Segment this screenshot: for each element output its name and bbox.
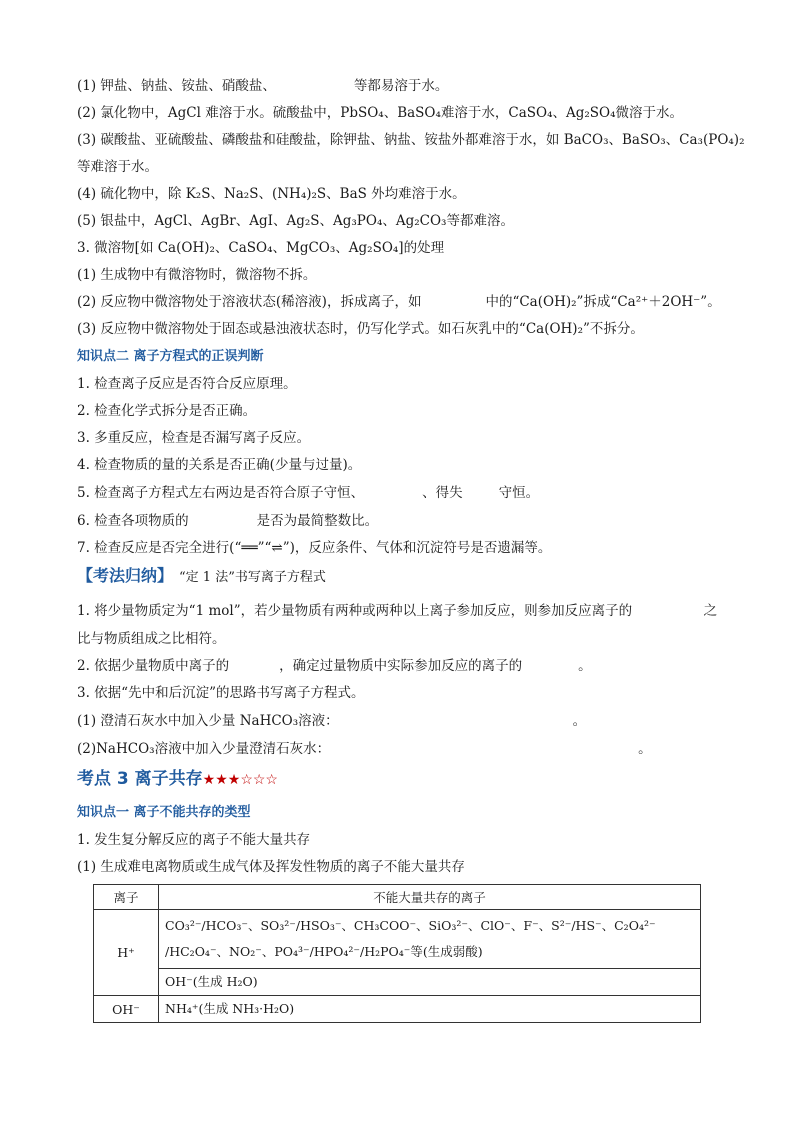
- section-heading-1: 知识点一 离子不能共存的类型: [77, 805, 251, 820]
- text: 。: [578, 658, 592, 674]
- text: 等都易溶于水。: [353, 78, 449, 94]
- ion-coexistence-table: [93, 884, 701, 1023]
- section-heading-2: 知识点二 离子方程式的正误判断: [77, 349, 264, 364]
- desc-cell: OH⁻(生成 H₂O): [159, 969, 701, 996]
- table-header-row: [94, 885, 701, 910]
- line-reactant-solid: (3) 反应物中微溶物处于固态或悬浊液状态时，仍写化学式。如石灰乳中的“Ca(OH)₂”不拆分。: [77, 321, 644, 337]
- text: 。: [638, 741, 652, 757]
- desc-line: /HC₂O₄⁻、NO₂⁻、PO₄³⁻/HPO₄²⁻/H₂PO₄⁻等(生成弱酸): [165, 944, 483, 959]
- method-summary-heading: [77, 567, 326, 587]
- coexist-1-sub: (1) 生成难电离物质或生成气体及挥发性物质的离子不能大量共存: [77, 859, 465, 875]
- line-slightly-soluble-heading: 3. 微溶物[如 Ca(OH)₂、CaSO₄、MgCO₃、Ag₂SO₄]的处理: [77, 240, 445, 256]
- line-carbonates: (3) 碳酸盐、亚硫酸盐、磷酸盐和硅酸盐，除钾盐、钠盐、铵盐外都难溶于水，如 BaCO₃、BaSO₃、Ca₃(PO₄)₂: [77, 132, 745, 148]
- check-1: 1. 检查离子反应是否符合反应原理。: [77, 376, 297, 392]
- table-row: [94, 910, 701, 969]
- check-5: [77, 484, 539, 502]
- text: 、得失: [422, 485, 463, 501]
- line-carbonates-cont: 等难溶于水。: [77, 159, 158, 175]
- text: (1) 钾盐、钠盐、铵盐、硝酸盐、: [77, 78, 276, 94]
- line-product: (1) 生成物中有微溶物时，微溶物不拆。: [77, 267, 317, 283]
- line-reactant-solution: [77, 293, 721, 311]
- table-row: [94, 969, 701, 996]
- text: 6. 检查各项物质的: [77, 513, 189, 529]
- check-4: 4. 检查物质的量的关系是否正确(少量与过量)。: [77, 457, 362, 473]
- text: 中的“Ca(OH)₂”拆成“Ca²⁺＋2OH⁻”。: [485, 294, 721, 310]
- text: 之: [703, 603, 717, 619]
- method-2: [77, 657, 592, 675]
- kaodian-title: 考点 3 离子共存: [77, 769, 203, 789]
- coexist-1: 1. 发生复分解反应的离子不能大量共存: [77, 832, 311, 848]
- header-desc: 不能大量共存的离子: [159, 885, 701, 910]
- text: 守恒。: [498, 485, 540, 501]
- text: 。: [572, 713, 587, 729]
- desc-line: CO₃²⁻/HCO₃⁻、SO₃²⁻/HSO₃⁻、CH₃COO⁻、SiO₃²⁻、ClO⁻、F⁻、S²⁻/HS⁻、C₂O₄²⁻: [165, 918, 656, 933]
- difficulty-stars: ★★★☆☆☆: [202, 772, 278, 788]
- text: 2. 依据少量物质中离子的: [77, 658, 230, 674]
- example-1: [77, 712, 586, 730]
- text: (2) 反应物中微溶物处于溶液状态(稀溶液)，拆成离子，如: [77, 294, 422, 310]
- method-3: 3. 依据“先中和后沉淀”的思路书写离子方程式。: [77, 685, 365, 701]
- kaodian-3-heading: [77, 770, 278, 789]
- example-2: [77, 740, 652, 758]
- desc-cell: [159, 910, 701, 969]
- text: 1. 将少量物质定为“1 mol”，若少量物质有两种或两种以上离子参加反应，则参加反应离子的: [77, 603, 633, 619]
- line-silver-salts: (5) 银盐中，AgCl、AgBr、AgI、Ag₂S、Ag₃PO₄、Ag₂CO₃等都难溶。: [77, 213, 514, 229]
- ion-cell: H⁺: [94, 910, 159, 996]
- text: 是否为最简整数比。: [256, 513, 379, 529]
- line-soluble-salts: [77, 77, 448, 95]
- table-row: [94, 996, 701, 1023]
- text: (1) 澄清石灰水中加入少量 NaHCO₃溶液：: [77, 713, 339, 729]
- text: 5. 检查离子方程式左右两边是否符合原子守恒、: [77, 485, 365, 501]
- text: (2)NaHCO₃溶液中加入少量澄清石灰水：: [77, 741, 331, 757]
- method-1-cont: 比与物质组成之比相符。: [77, 631, 226, 647]
- check-2: 2. 检查化学式拆分是否正确。: [77, 403, 257, 419]
- method-1: [77, 602, 717, 620]
- check-7: 7. 检查反应是否完全进行(“══”“⇌”)，反应条件、气体和沉淀符号是否遗漏等。: [77, 540, 552, 556]
- text: ，确定过量物质中实际参加反应的离子的: [279, 658, 523, 674]
- desc-cell: NH₄⁺(生成 NH₃·H₂O): [159, 996, 701, 1023]
- line-sulfides: (4) 硫化物中，除 K₂S、Na₂S、(NH₄)₂S、BaS 外均难溶于水。: [77, 186, 466, 202]
- method-title: “定 1 法”书写离子方程式: [179, 570, 326, 585]
- check-6: [77, 512, 378, 530]
- method-bracket: 【考法归纳】: [77, 566, 174, 585]
- check-3: 3. 多重反应，检查是否漏写离子反应。: [77, 430, 311, 446]
- ion-cell: OH⁻: [94, 996, 159, 1023]
- header-ion: 离子: [94, 885, 159, 910]
- line-chlorides: (2) 氯化物中，AgCl 难溶于水。硫酸盐中，PbSO₄、BaSO₄难溶于水，CaSO₄、Ag₂SO₄微溶于水。: [77, 105, 684, 121]
